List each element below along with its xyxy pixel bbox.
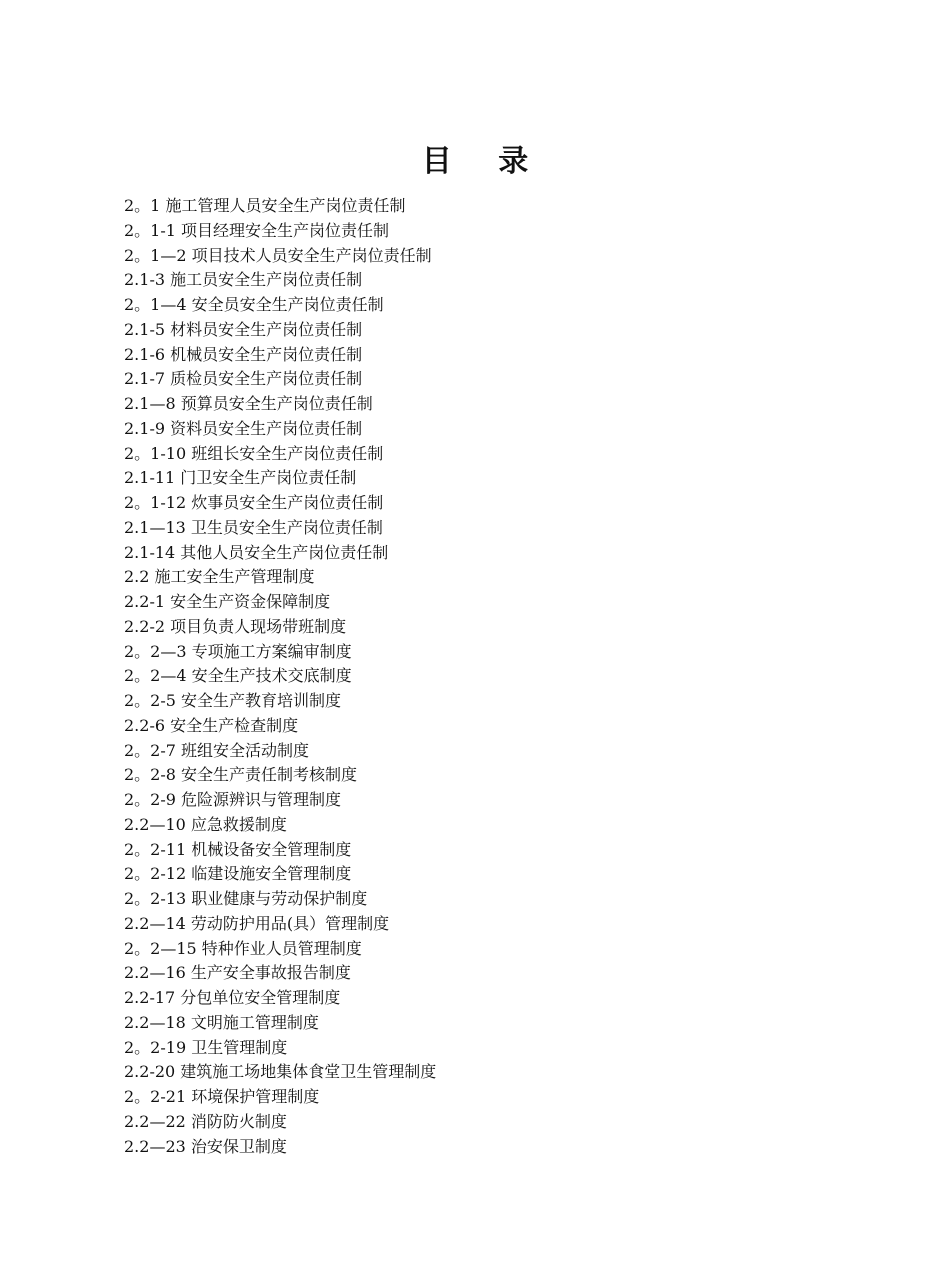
toc-entry: 2。2-19 卫生管理制度 — [124, 1037, 288, 1057]
toc-entry: 2.1—8 预算员安全生产岗位责任制 — [124, 394, 373, 413]
toc-entry: 2。2-12 临建设施安全管理制度 — [124, 864, 352, 884]
toc-entry: 2。2-9 危险源辨识与管理制度 — [124, 790, 342, 809]
toc-entry: 2.2—10 应急救援制度 — [124, 814, 287, 834]
toc-entry: 2。2-13 职业健康与劳动保护制度 — [124, 889, 368, 908]
toc-entry: 2。2-11 机械设备安全管理制度 — [124, 839, 352, 859]
toc-entry: 2.2-1 安全生产资金保障制度 — [124, 592, 331, 611]
toc-entry: 2。2—3 专项施工方案编审制度 — [124, 641, 352, 661]
toc-entry: 2.2—16 生产安全事故报告制度 — [124, 963, 351, 983]
toc-entry: 2。1—2 项目技术人员安全生产岗位责任制 — [124, 245, 432, 265]
toc-entry: 2.1-6 机械员安全生产岗位责任制 — [124, 344, 363, 364]
toc-entry: 2.2 施工安全生产管理制度 — [124, 567, 315, 587]
toc-entry: 2.2—22 消防防火制度 — [124, 1111, 287, 1131]
toc-entry: 2。2-5 安全生产教育培训制度 — [124, 691, 342, 710]
toc-entry: 2。2—4 安全生产技术交底制度 — [124, 666, 352, 686]
toc-list — [124, 194, 436, 1159]
toc-entry: 2。1 施工管理人员安全生产岗位责任制 — [124, 196, 406, 215]
toc-entry: 2.2-6 安全生产检查制度 — [124, 715, 299, 735]
toc-entry: 2.2—23 治安保卫制度 — [124, 1136, 287, 1156]
toc-entry: 2.2-20 建筑施工场地集体食堂卫生管理制度 — [124, 1062, 437, 1082]
toc-entry: 2.1-9 资料员安全生产岗位责任制 — [124, 418, 363, 438]
toc-entry: 2.2—14 劳动防护用品(具）管理制度 — [124, 913, 390, 933]
toc-entry: 2.2-2 项目负责人现场带班制度 — [124, 616, 347, 636]
toc-entry: 2.1-7 质检员安全生产岗位责任制 — [124, 369, 363, 389]
toc-entry: 2。1-1 项目经理安全生产岗位责任制 — [124, 220, 390, 240]
toc-entry: 2.1—13 卫生员安全生产岗位责任制 — [124, 517, 383, 537]
toc-entry: 2.1-14 其他人员安全生产岗位责任制 — [124, 542, 389, 562]
toc-entry: 2。1—4 安全员安全生产岗位责任制 — [124, 295, 384, 314]
toc-title: 目 录 — [421, 144, 547, 179]
toc-entry: 2。2—15 特种作业人员管理制度 — [124, 938, 362, 958]
toc-entry: 2.1-11 门卫安全生产岗位责任制 — [124, 468, 357, 488]
toc-entry: 2。2-7 班组安全活动制度 — [124, 740, 310, 760]
toc-entry: 2。2-8 安全生产责任制考核制度 — [124, 765, 358, 785]
toc-entry: 2.1-5 材料员安全生产岗位责任制 — [124, 319, 363, 339]
toc-entry: 2.2—18 文明施工管理制度 — [124, 1012, 319, 1032]
toc-entry: 2。1-10 班组长安全生产岗位责任制 — [124, 443, 384, 463]
toc-entry: 2.1-3 施工员安全生产岗位责任制 — [124, 270, 363, 290]
toc-entry: 2。1-12 炊事员安全生产岗位责任制 — [124, 493, 384, 512]
toc-entry: 2。2-21 环境保护管理制度 — [124, 1087, 320, 1106]
toc-entry: 2.2-17 分包单位安全管理制度 — [124, 988, 341, 1007]
